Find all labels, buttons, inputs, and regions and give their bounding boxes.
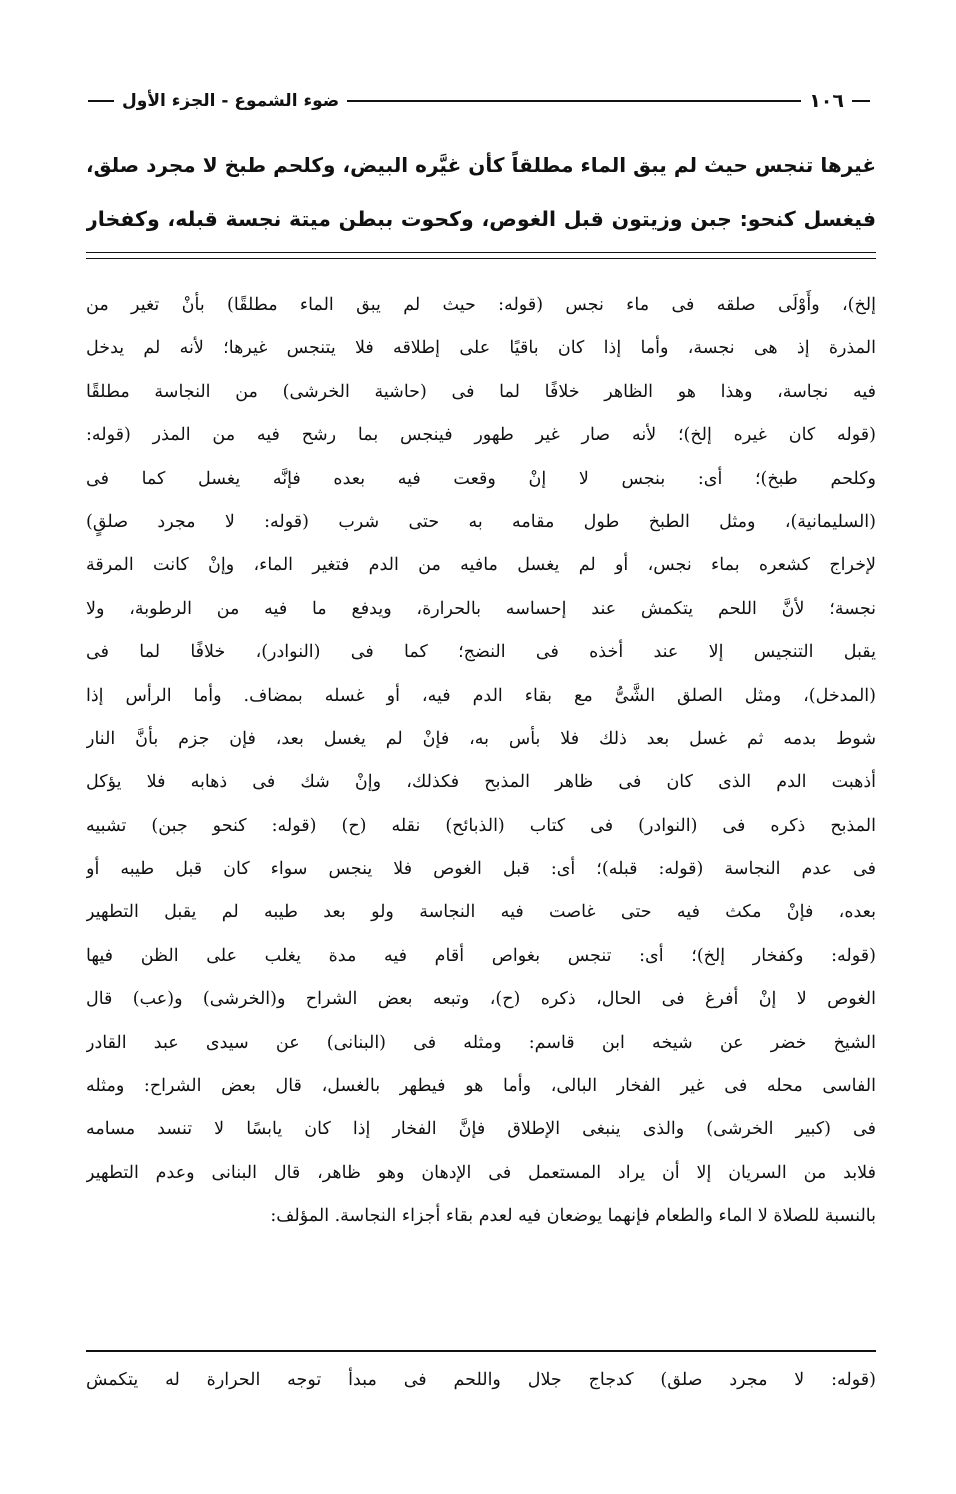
commentary-line: (السليمانية)، ومثل الطبخ طول مقامه به حتى شرب (قوله: لا مجرد صلقٍ)	[86, 511, 876, 532]
commentary-line: يقبل التنجيس إلا عند أخذه فى النضج؛ كما فى (النوادر)، خلافًا لما فى	[86, 642, 876, 663]
header-lead-rule	[852, 100, 870, 102]
header-rule	[347, 100, 801, 102]
footnote-line: (قوله: لا مجرد صلق) كدجاج جلال واللحم فى مبدأ توجه الحرارة له يتكمش	[86, 1370, 876, 1390]
commentary-line: فى (كبير الخرشى) والذى ينبغى الإطلاق فإنَّ الفخار إذا كان يابسًا لا تنسد مسامه	[86, 1119, 876, 1140]
commentary-line: نجسة؛ لأنَّ اللحم يتكمش عند إحساسه بالحرارة، ويدفع ما فيه من الرطوبة، ولا	[86, 598, 876, 619]
commentary-line: الشيخ خضر عن شيخه ابن قاسم: ومثله فى (البنانى) عن سيدى عبد القادر	[86, 1032, 876, 1053]
commentary-line: لإخراج كشعره بماء نجس، أو لم يغسل مافيه من الدم فتغير الماء، وإنْ كانت المرقة	[86, 555, 876, 576]
commentary-line: إلخ)، وأَوْلَى صلقه فى ماء نجس (قوله: حيث لم يبق الماء مطلقًا) بأنْ تغير من	[86, 295, 876, 315]
commentary-line: بعده، فإنْ مكث فيه حتى غاصت فيه النجاسة ولو بعد طيبه لم يقبل التطهير	[86, 902, 876, 923]
commentary-line: الفاسى محله فى غير الفخار البالى، وأما هو فيطهر بالغسل، قال بعض الشراح: ومثله	[86, 1076, 876, 1097]
commentary-line: أذهبت الدم الذى كان فى ظاهر المذبح فكذلك، وإنْ شك فى ذهابه فلا يؤكل	[86, 772, 876, 793]
section-divider	[86, 252, 876, 259]
commentary-line: الغوص لا إنْ أفرغ فى الحال، ذكره (ح)، وتبعه بعض الشراح و(الخرشى) و(عب) قال	[86, 989, 876, 1010]
commentary-line: فلابد من السريان إلا أن يراد المستعمل فى الإدهان وهو ظاهر، قال البنانى وعدم التطهير	[86, 1162, 876, 1183]
header-tail-rule	[88, 100, 114, 102]
running-header	[88, 88, 870, 114]
commentary-line: بالنسبة للصلاة لا الماء والطعام فإنهما يوضعان فيه لعدم بقاء أجزاء النجاسة. المؤلف:	[270, 1206, 876, 1227]
commentary-line: (قوله كان غيره إلخ)؛ لأنه صار غير طهور فينجس بما رشح فيه من المذر (قوله:	[86, 425, 876, 446]
commentary-line: فى عدم النجاسة (قوله: قبله)؛ أى: قبل الغوص فلا ينجس سواء كان قبل طيبه أو	[86, 859, 876, 880]
running-title: ضوء الشموع - الجزء الأول	[122, 91, 340, 111]
commentary-line: (قوله: وكفخار إلخ)؛ أى: تنجس بغواص أقام فيه مدة يغلب على الظن فيها	[86, 945, 876, 966]
commentary-line: المذبح ذكره فى (النوادر) فى كتاب (الذبائح) نقله (ح) (قوله: كنحو جبن) تشبيه	[86, 815, 876, 836]
main-text-line: غيرها تنجس حيث لم يبق الماء مطلقاً كأن غيَّره البيض، وكلحم طبخ لا مجرد صلق،	[86, 153, 876, 177]
footnote-text	[86, 1360, 876, 1400]
footnote-divider	[86, 1350, 876, 1352]
commentary-line: المذرة إذ هى نجسة، وأما إذا كان باقيًا على إطلاقه فلا يتنجس غيرها؛ لأنه لم يدخل	[86, 338, 876, 359]
commentary-line: وكلحم طبخ)؛ أى: بنجس لا إنْ وقعت فيه بعده فإنَّه يغسل كما فى	[86, 468, 876, 489]
commentary-line: شوط بدمه ثم غسل بعد ذلك فلا بأس به، فإنْ لم يغسل بعد، فإن جزم بأنَّ النار	[86, 728, 876, 749]
commentary-line: فيه نجاسة، وهذا هو الظاهر خلافًا لما فى (حاشية الخرشى) من النجاسة مطلقًا	[86, 381, 876, 402]
commentary-line: (المدخل)، ومثل الصلق الشَّىُّ مع بقاء الدم فيه، أو غسله بمضاف. وأما الرأس إذا	[86, 685, 876, 706]
commentary-text	[86, 284, 876, 1239]
page-number: ١٠٦	[809, 90, 844, 112]
main-text	[86, 138, 876, 246]
main-text-line: فيغسل كنحو: جبن وزيتون قبل الغوص، وكحوت ببطن ميتة نجسة قبله، وكفخار	[86, 207, 876, 231]
